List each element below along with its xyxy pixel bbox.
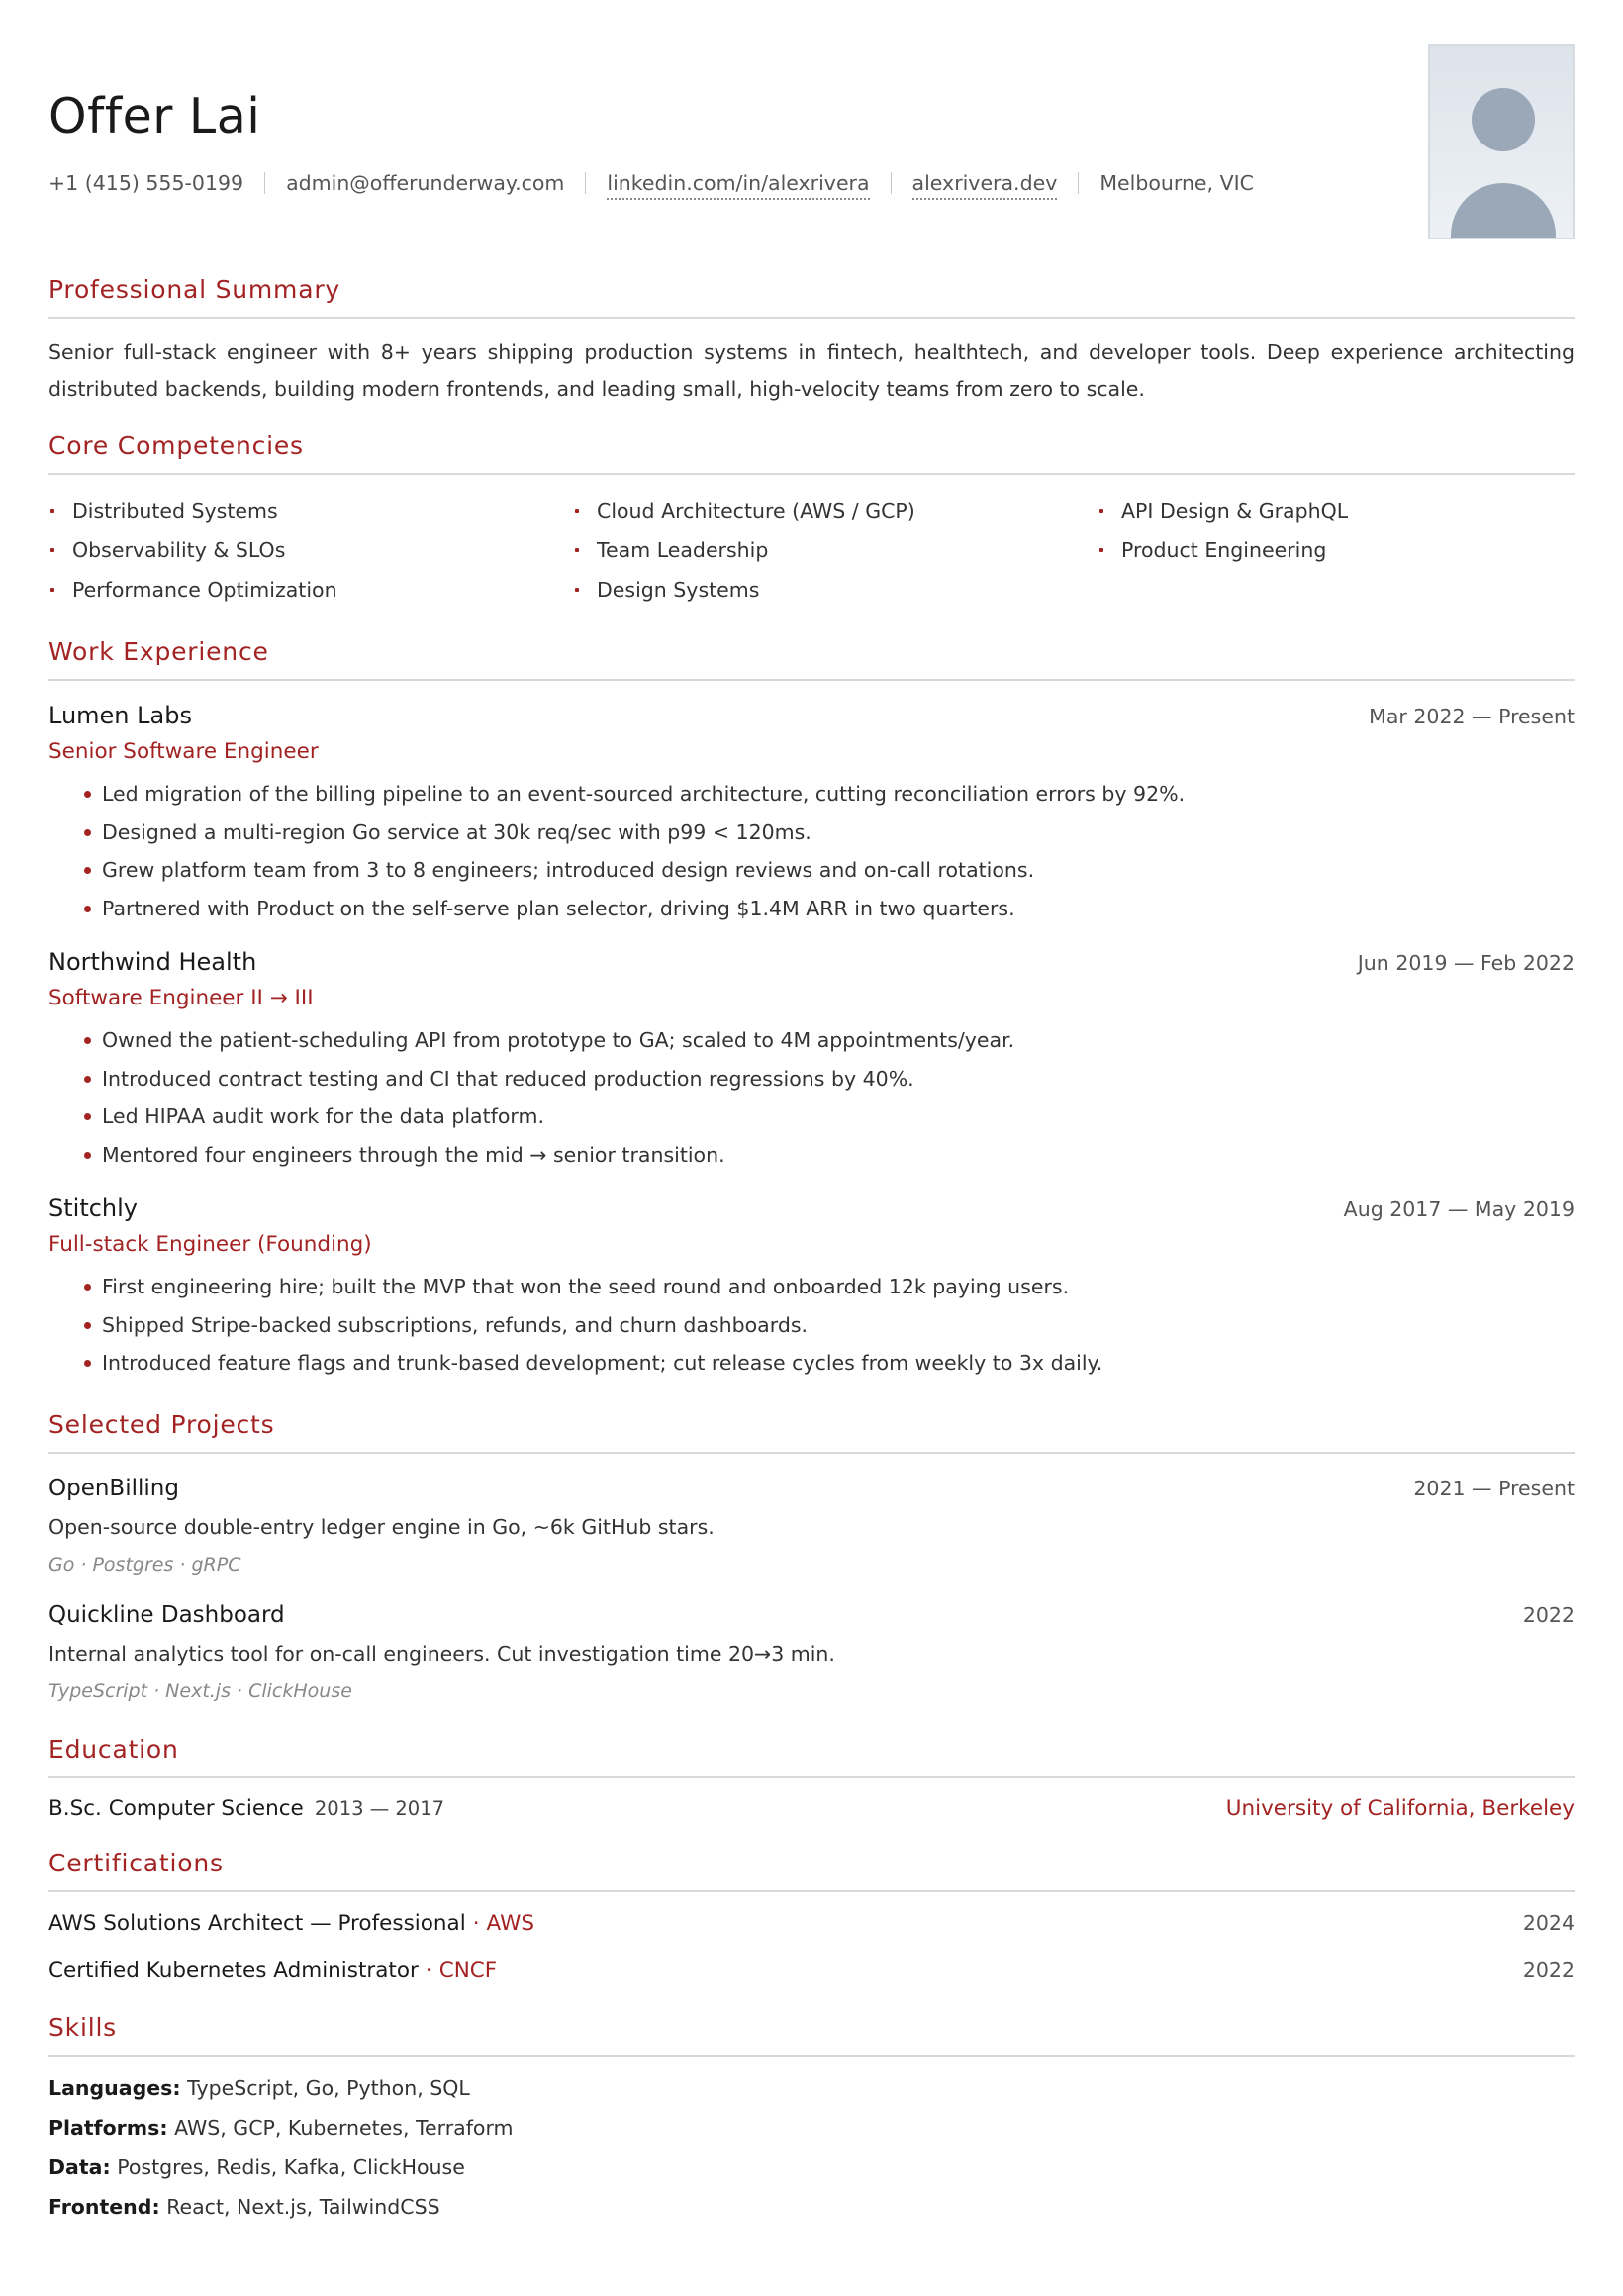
job-bullet: Introduced contract testing and CI that reduced production regressions by 40%. (48, 1060, 1575, 1099)
education-degree: B.Sc. Computer Science (48, 1795, 304, 1821)
summary-section (48, 273, 1575, 408)
skill-label: Data: (48, 2154, 111, 2179)
education-section (48, 1733, 1575, 1821)
job-entry (48, 699, 1575, 927)
section-divider (48, 317, 1575, 319)
section-title-competencies: Core Competencies (48, 431, 304, 460)
contact-divider (264, 172, 265, 194)
separator-dot: · (425, 1958, 432, 1983)
certification-name: AWS Solutions Architect — Professional (48, 1910, 466, 1936)
job-bullet: Shipped Stripe-backed subscriptions, refunds, and churn dashboards. (48, 1306, 1575, 1345)
certification-name: Certified Kubernetes Administrator (48, 1958, 419, 1983)
job-bullet: Led migration of the billing pipeline to an event-sourced architecture, cutting reconciliation errors by 92%. (48, 775, 1575, 813)
project-name: OpenBilling (48, 1475, 179, 1501)
skill-values: Postgres, Redis, Kafka, ClickHouse (117, 2154, 465, 2179)
section-title-certifications: Certifications (48, 1848, 224, 1877)
skills-section (48, 2011, 1575, 2227)
skill-group (48, 2148, 1575, 2187)
job-bullet: Designed a multi-region Go service at 30k req/sec with p99 < 120ms. (48, 813, 1575, 852)
job-bullet: Partnered with Product on the self-serve plan selector, driving $1.4M ARR in two quarters. (48, 890, 1575, 928)
avatar-shoulders-shape (1451, 183, 1556, 239)
job-bullets (48, 775, 1575, 927)
project-tags: Go · Postgres · gRPC (48, 1553, 241, 1576)
education-entry (48, 1796, 1575, 1821)
project-entry (48, 1472, 1575, 1580)
section-divider (48, 1776, 1575, 1778)
experience-section (48, 635, 1575, 1383)
section-divider (48, 473, 1575, 475)
location: Melbourne, VIC (1099, 171, 1254, 195)
competency-item: Product Engineering (1098, 530, 1575, 570)
project-tags: TypeScript · Next.js · ClickHouse (48, 1679, 352, 1702)
competency-item: Performance Optimization (48, 570, 573, 610)
skill-values: AWS, GCP, Kubernetes, Terraform (174, 2115, 514, 2140)
competencies-section (48, 430, 1575, 610)
skill-group (48, 2068, 1575, 2108)
certification-issuer: CNCF (438, 1958, 498, 1983)
skill-label: Languages: (48, 2075, 181, 2100)
section-divider (48, 2055, 1575, 2057)
section-title-projects: Selected Projects (48, 1409, 275, 1439)
certification-year: 2024 (1522, 1910, 1575, 1935)
skill-label: Frontend: (48, 2194, 160, 2219)
certification-entry (48, 1954, 1575, 1989)
section-divider (48, 1890, 1575, 1892)
phone-number: +1 (415) 555-0199 (48, 171, 244, 195)
contact-divider (1078, 172, 1079, 194)
job-bullet: Owned the patient-scheduling API from prototype to GA; scaled to 4M appointments/year. (48, 1021, 1575, 1060)
competency-item: Team Leadership (573, 530, 1098, 570)
competency-item: API Design & GraphQL (1098, 491, 1575, 530)
job-entry (48, 1192, 1575, 1383)
job-dates: Jun 2019 — Feb 2022 (1357, 951, 1575, 975)
candidate-name: Offer Lai (48, 88, 261, 144)
job-role: Software Engineer II → III (48, 986, 314, 1010)
email-address: admin@offerunderway.com (286, 171, 565, 195)
job-bullet: Led HIPAA audit work for the data platform. (48, 1098, 1575, 1136)
project-description: Internal analytics tool for on-call engineers. Cut investigation time 20→3 min. (48, 1641, 835, 1666)
certification-issuer: AWS (486, 1910, 534, 1936)
job-company: Stitchly (48, 1195, 138, 1222)
contact-bar (48, 168, 1254, 200)
resume-header (48, 0, 1575, 247)
job-company: Northwind Health (48, 948, 257, 976)
job-dates: Aug 2017 — May 2019 (1343, 1197, 1575, 1221)
summary-text: Senior full-stack engineer with 8+ years shipping production systems in fintech, healthtech, and developer tools. Deep experience architecting distributed backends, building modern frontends, and leading small, high-velocity teams from zero to scale. (48, 340, 1575, 401)
project-dates: 2021 — Present (1413, 1476, 1575, 1500)
competencies-grid (48, 491, 1575, 610)
job-bullet: Mentored four engineers through the mid → senior transition. (48, 1136, 1575, 1175)
avatar-placeholder-icon (1428, 44, 1575, 239)
section-divider (48, 679, 1575, 681)
job-bullets (48, 1021, 1575, 1174)
job-entry (48, 945, 1575, 1174)
projects-section (48, 1408, 1575, 1707)
competency-item: Cloud Architecture (AWS / GCP) (573, 491, 1098, 530)
job-company: Lumen Labs (48, 702, 192, 729)
certification-entry (48, 1906, 1575, 1942)
job-role: Senior Software Engineer (48, 739, 319, 764)
skill-group (48, 2187, 1575, 2227)
certification-year: 2022 (1522, 1958, 1575, 1982)
competency-item: Distributed Systems (48, 491, 573, 530)
skill-values: React, Next.js, TailwindCSS (166, 2194, 440, 2219)
certifications-section (48, 1847, 1575, 1989)
website-link[interactable]: alexrivera.dev (912, 168, 1058, 200)
competency-item: Design Systems (573, 570, 1098, 610)
section-title-skills: Skills (48, 2012, 118, 2042)
education-years: 2013 — 2017 (314, 1796, 445, 1820)
skill-group (48, 2108, 1575, 2148)
education-school: University of California, Berkeley (1225, 1795, 1575, 1821)
job-bullet: First engineering hire; built the MVP that won the seed round and onboarded 12k paying users. (48, 1268, 1575, 1306)
job-bullet: Introduced feature flags and trunk-based development; cut release cycles from weekly to 3x daily. (48, 1344, 1575, 1383)
separator-dot: · (472, 1910, 480, 1936)
project-name: Quickline Dashboard (48, 1601, 285, 1628)
avatar-head-shape (1472, 88, 1535, 151)
section-title-education: Education (48, 1734, 179, 1764)
section-divider (48, 1452, 1575, 1454)
skill-label: Platforms: (48, 2115, 168, 2140)
job-bullets (48, 1268, 1575, 1383)
project-dates: 2022 (1522, 1602, 1575, 1627)
section-title-summary: Professional Summary (48, 275, 341, 304)
linkedin-link[interactable]: linkedin.com/in/alexrivera (607, 168, 869, 200)
competency-item: Observability & SLOs (48, 530, 573, 570)
contact-divider (891, 172, 892, 194)
contact-divider (585, 172, 586, 194)
job-bullet: Grew platform team from 3 to 8 engineers; introduced design reviews and on-call rotations. (48, 851, 1575, 890)
job-dates: Mar 2022 — Present (1369, 705, 1575, 728)
skill-values: TypeScript, Go, Python, SQL (187, 2075, 470, 2100)
project-description: Open-source double-entry ledger engine in Go, ~6k GitHub stars. (48, 1514, 715, 1539)
section-title-experience: Work Experience (48, 637, 269, 666)
project-entry (48, 1598, 1575, 1707)
job-role: Full-stack Engineer (Founding) (48, 1232, 372, 1257)
